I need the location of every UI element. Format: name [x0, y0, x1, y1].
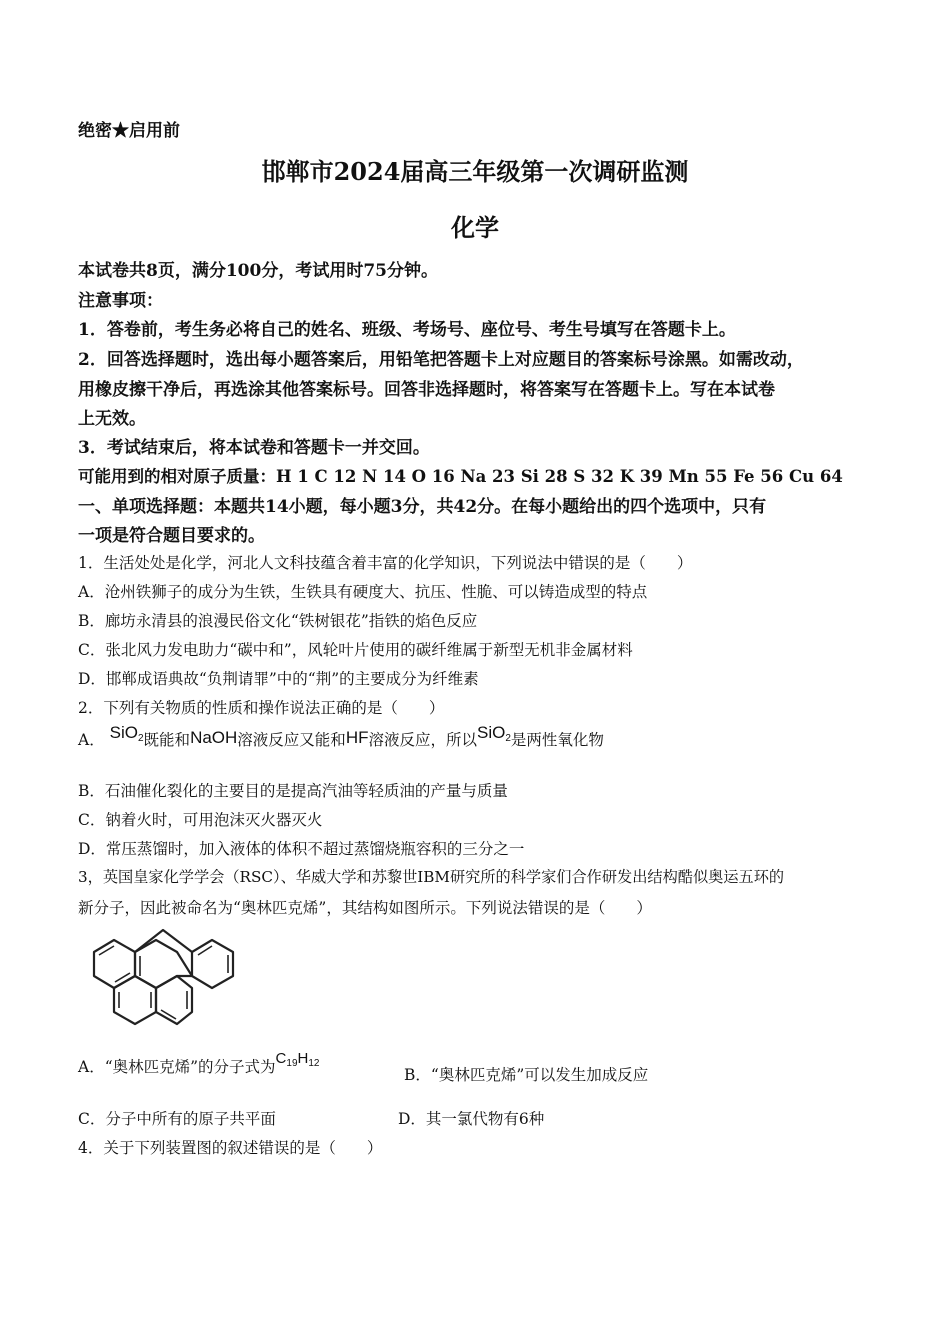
q1-stem: 1．生活处处是化学，河北人文科技蕴含着丰富的化学知识，下列说法中错误的是（ ） [78, 554, 693, 572]
notice-title: 注意事项： [78, 291, 163, 311]
formula-c-subscript: 19 [286, 1058, 298, 1069]
q1-option-d: D．邯郸成语典故“负荆请罪”中的“荆”的主要成分为纤维素 [78, 670, 479, 688]
notice-3: 3．考试结束后，将本试卷和答题卡一并交回。 [78, 438, 430, 458]
ch2-bridge [135, 930, 192, 952]
section-1-heading-line-2: 一项是符合题目要求的。 [78, 526, 265, 546]
q2-option-d: D．常压蒸馏时，加入液体的体积不超过蒸馏烧瓶容积的三分之一 [78, 840, 525, 858]
q1-option-b: B．廊坊永清县的浪漫民俗文化“铁树银花”指铁的焰色反应 [78, 612, 478, 630]
olympicene-structure-diagram [78, 922, 250, 1034]
q3-stem-line-1: 3，英国皇家化学学会（RSC）、华威大学和苏黎世IBM研究所的科学家们合作研发出结构酷似奥运五环的 [78, 868, 785, 886]
page-title: 邯郸市2024届高三年级第一次调研监测 [261, 157, 689, 186]
formula-c: C [275, 1050, 287, 1067]
section-1-heading-line-1: 一、单项选择题：本题共14小题，每小题3分，共42分。在每小题给出的四个选项中，只有 [78, 497, 767, 517]
q1-option-c: C．张北风力发电助力“碳中和”，风轮叶片使用的碳纤维属于新型无机非金属材料 [78, 641, 633, 659]
q3-option-d: D．其一氯代物有6种 [398, 1110, 545, 1128]
ring-top-right [192, 940, 233, 988]
hf-formula: HF [345, 728, 369, 747]
sio2-text: SiO [477, 723, 506, 742]
formula-h-subscript: 12 [308, 1058, 320, 1069]
q4-stem: 4．关于下列装置图的叙述错误的是（ ） [78, 1139, 383, 1157]
q2-option-a [78, 723, 604, 751]
q3-stem-line-2: 新分子，因此被命名为“奥林匹克烯”，其结构如图所示。下列说法错误的是（ ） [78, 899, 652, 917]
q3-option-b: B．“奥林匹克烯”可以发生加成反应 [404, 1066, 649, 1084]
q2-option-c: C．钠着火时，可用泡沫灭火器灭火 [78, 811, 323, 829]
notice-2-line-1: 2．回答选择题时，选出每小题答案后，用铅笔把答题卡上对应题目的答案标号涂黑。如需改动， [78, 350, 804, 370]
q2-a-text-3: 溶液反应，所以 [368, 731, 477, 749]
atomic-masses: 可能用到的相对原子质量：H 1 C 12 N 14 O 16 Na 23 Si 28 S 32 K 39 Mn 55 Fe 56 Cu 64 [78, 467, 843, 486]
sio2-text: SiO [109, 723, 138, 742]
q2-stem: 2．下列有关物质的性质和操作说法正确的是（ ） [78, 699, 445, 717]
naoh-formula: NaOH [190, 728, 238, 747]
subject-title: 化学 [451, 213, 499, 242]
exam-info: 本试卷共8页，满分100分，考试用时75分钟。 [78, 261, 438, 281]
q2-a-text-4: 是两性氧化物 [510, 731, 604, 749]
notice-2-line-2: 用橡皮擦干净后，再选涂其他答案标号。回答非选择题时，将答案写在答题卡上。写在本试卷 [78, 380, 775, 400]
q2-a-text-2: 溶液反应又能和 [237, 731, 346, 749]
q3-option-c: C．分子中所有的原子共平面 [78, 1110, 276, 1128]
c19h12-formula [276, 1050, 320, 1067]
sio2-formula-2 [477, 723, 511, 742]
q3-option-a [78, 1050, 320, 1078]
notice-2-line-3: 上无效。 [78, 409, 146, 429]
q2-option-b: B．石油催化裂化的主要目的是提高汽油等轻质油的产量与质量 [78, 782, 508, 800]
sio2-formula-1 [110, 723, 144, 742]
notice-1: 1．答卷前，考生务必将自己的姓名、班级、考场号、座位号、考生号填写在答题卡上。 [78, 320, 736, 340]
q2-a-text-1: 既能和 [143, 731, 191, 749]
sio2-subscript: 2 [505, 733, 511, 744]
ring-top-left [94, 940, 135, 988]
q2-a-label: A． [78, 731, 105, 749]
formula-h: H [297, 1050, 309, 1067]
sio2-subscript: 2 [137, 733, 144, 744]
secret-mark: 绝密★启用前 [78, 121, 180, 141]
q1-option-a: A．沧州铁狮子的成分为生铁，生铁具有硬度大、抗压、性脆、可以铸造成型的特点 [78, 583, 648, 601]
q3-a-text: A．“奥林匹克烯”的分子式为 [78, 1058, 276, 1076]
